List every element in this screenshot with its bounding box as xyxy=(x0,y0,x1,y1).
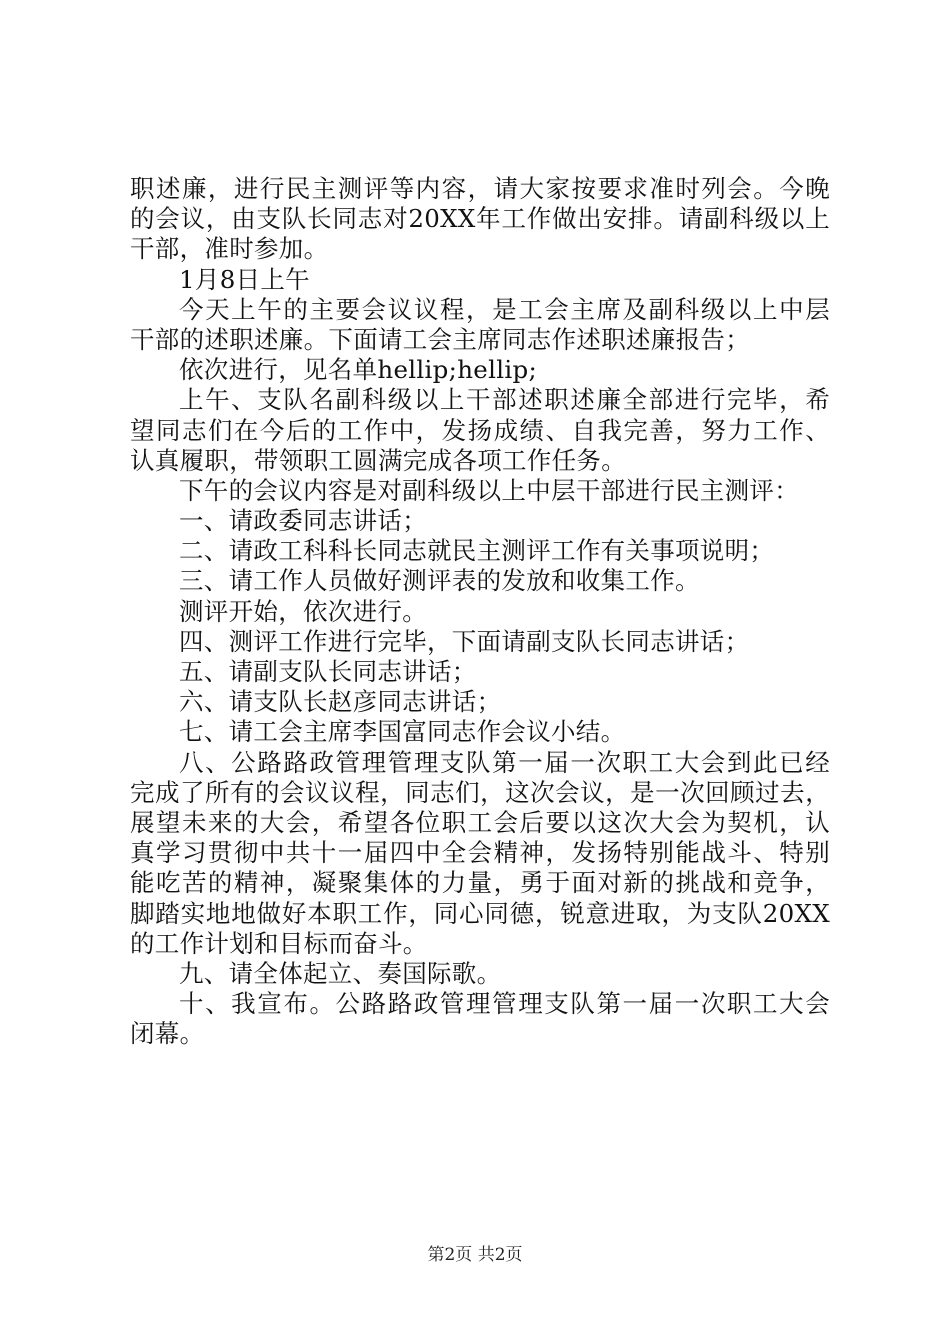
paragraph xyxy=(130,385,830,476)
text-line: 闭幕。 xyxy=(130,1019,205,1049)
text-line: 二、请政工科科长同志就民主测评工作有关事项说明； xyxy=(179,536,775,566)
paragraph xyxy=(130,657,830,687)
text-line: 八、公路路政管理管理支队第一届一次职工大会到此已经 xyxy=(179,747,830,777)
paragraph xyxy=(130,476,830,506)
text-line: 十、我宣布。公路路政管理管理支队第一届一次职工大会 xyxy=(179,989,830,1019)
text-line: 干部，准时参加。 xyxy=(130,234,329,264)
paragraph xyxy=(130,717,830,747)
text-line: 能吃苦的精神，凝聚集体的力量，勇于面对新的挑战和竞争， xyxy=(130,868,830,898)
text-line: 依次进行，见名单hellip;hellip; xyxy=(179,355,538,385)
text-line: 的工作计划和目标而奋斗。 xyxy=(130,928,428,958)
text-line: 五、请副支队长同志讲话； xyxy=(179,657,477,686)
paragraph xyxy=(130,174,830,265)
text-line: 下午的会议内容是对副科级以上中层干部进行民主测评： xyxy=(179,475,799,505)
text-line: 干部的述职述廉。下面请工会主席同志作述职述廉报告； xyxy=(130,324,750,354)
text-line: 脚踏实地地做好本职工作，同心同德，锐意进取，为支队20XX xyxy=(130,898,830,928)
text-line: 的会议，由支队长同志对20XX年工作做出安排。请副科级以上 xyxy=(130,204,830,234)
paragraph xyxy=(130,536,830,566)
paragraph xyxy=(130,295,830,355)
text-line: 七、请工会主席李国富同志作会议小结。 xyxy=(179,717,626,747)
text-line: 望同志们在今后的工作中，发扬成绩、自我完善，努力工作、 xyxy=(130,415,830,445)
page-footer xyxy=(0,1244,950,1266)
document-body xyxy=(130,174,830,1049)
text-line: 上午、支队名副科级以上干部述职述廉全部进行完毕，希 xyxy=(179,385,830,415)
paragraph xyxy=(130,748,830,959)
paragraph xyxy=(130,355,830,385)
text-line: 展望未来的大会，希望各位职工会后要以这次大会为契机，认 xyxy=(130,807,830,837)
page-number-label: 第2页 共2页 xyxy=(427,1245,523,1265)
paragraph xyxy=(130,687,830,717)
paragraph xyxy=(130,506,830,536)
text-line: 四、测评工作进行完毕，下面请副支队长同志讲话； xyxy=(179,626,750,656)
paragraph xyxy=(130,265,830,295)
text-line: 真学习贯彻中共十一届四中全会精神，发扬特别能战斗、特别 xyxy=(130,838,830,868)
paragraph xyxy=(130,959,830,989)
text-line: 测评开始，依次进行。 xyxy=(179,596,427,626)
text-line: 完成了所有的会议议程，同志们，这次会议，是一次回顾过去， xyxy=(130,777,830,807)
text-line: 一、请政委同志讲话； xyxy=(179,506,427,536)
text-line: 认真履职，带领职工圆满完成各项工作任务。 xyxy=(130,445,626,475)
text-line: 职述廉，进行民主测评等内容，请大家按要求准时列会。今晚 xyxy=(130,174,830,203)
text-line: 今天上午的主要会议议程，是工会主席及副科级以上中层 xyxy=(179,294,830,324)
text-line: 六、请支队长赵彦同志讲话； xyxy=(179,687,502,717)
paragraph xyxy=(130,627,830,657)
paragraph xyxy=(130,566,830,596)
text-line: 1月8日上午 xyxy=(179,264,310,294)
text-line: 三、请工作人员做好测评表的发放和收集工作。 xyxy=(179,566,700,596)
paragraph xyxy=(130,597,830,627)
text-line: 九、请全体起立、奏国际歌。 xyxy=(179,958,502,988)
paragraph xyxy=(130,989,830,1049)
